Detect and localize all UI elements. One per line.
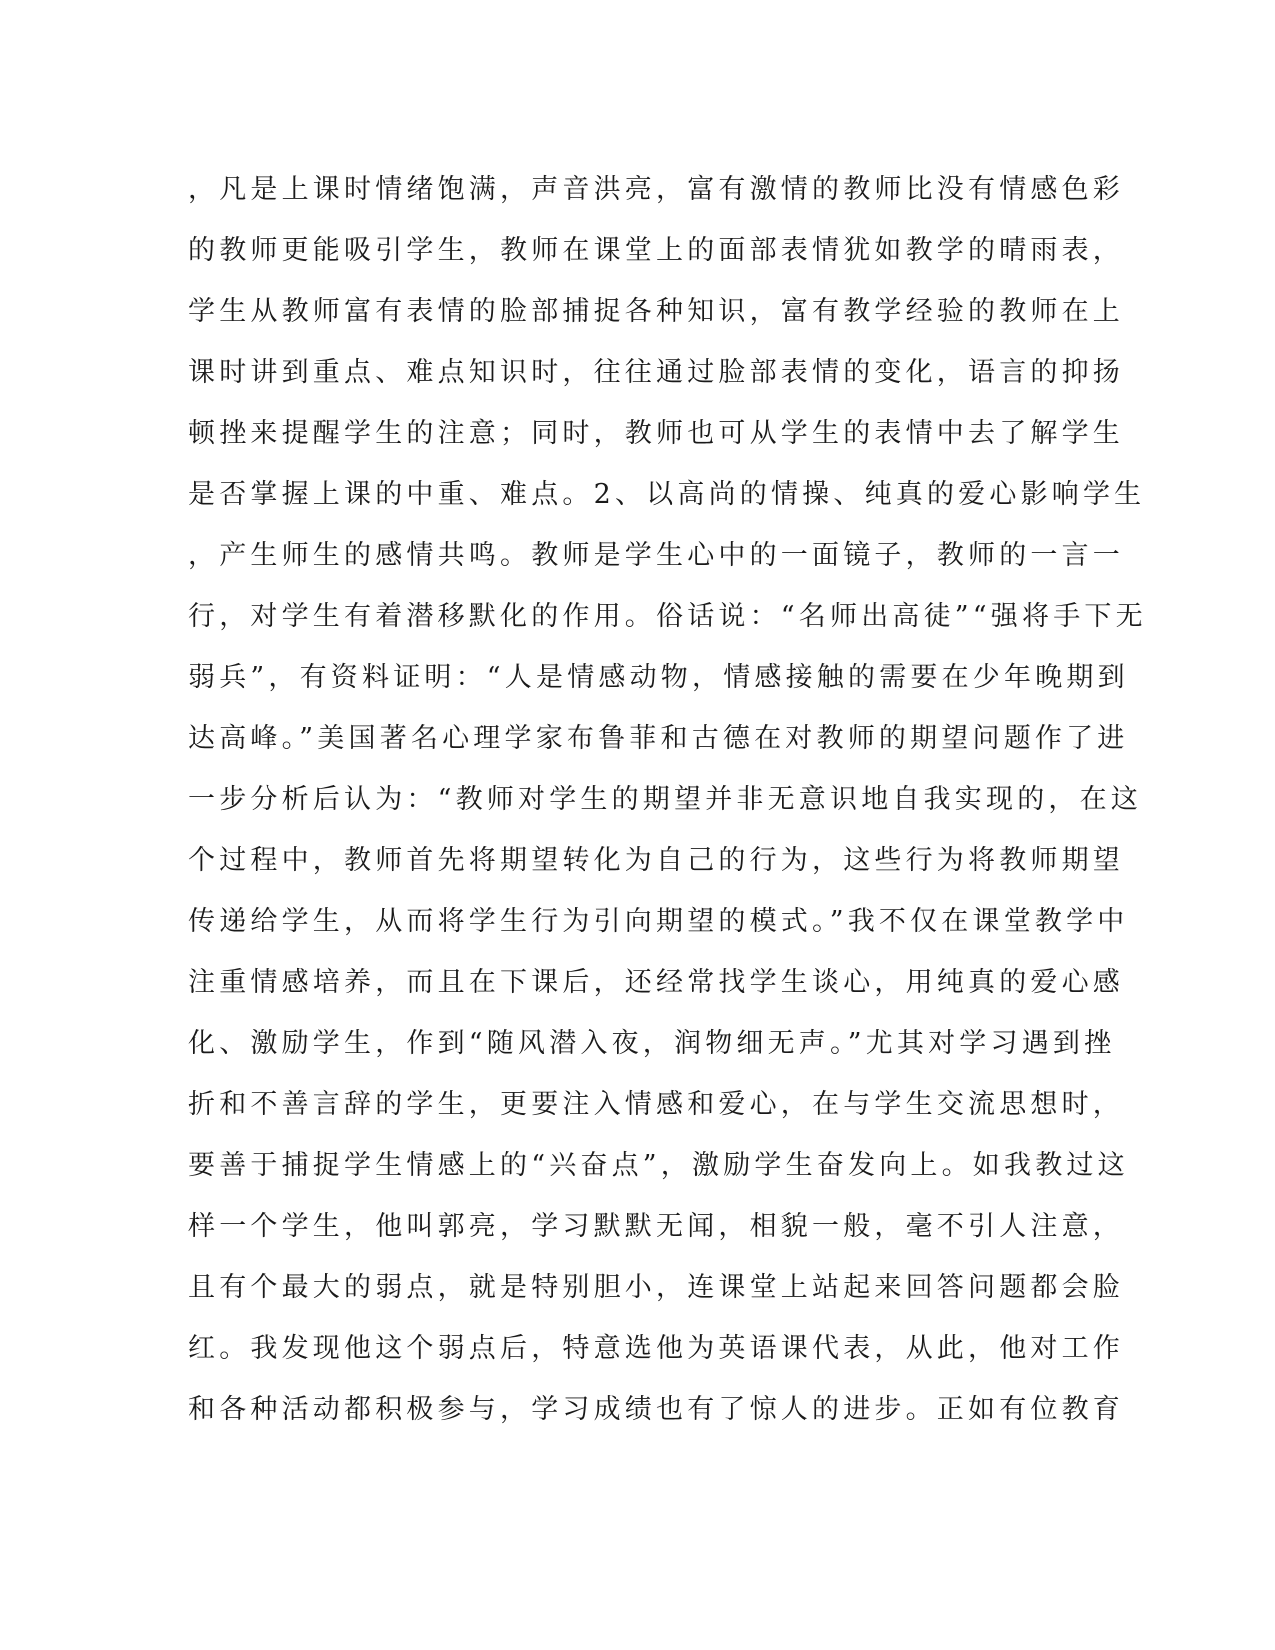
text-line: 要善于捕捉学生情感上的“兴奋点”，激励学生奋发向上。如我教过这 [188,1150,1129,1181]
text-line: 顿挫来提醒学生的注意；同时，教师也可从学生的表情中去了解学生 [188,418,1124,449]
text-line: 个过程中，教师首先将期望转化为自己的行为，这些行为将教师期望 [188,845,1124,876]
text-line: 一步分析后认为：“教师对学生的期望并非无意识地自我实现的，在这 [188,784,1143,815]
text-line: ，产生师生的感情共鸣。教师是学生心中的一面镜子，教师的一言一 [188,540,1124,571]
text-line: 的教师更能吸引学生，教师在课堂上的面部表情犹如教学的晴雨表， [188,235,1124,266]
text-line: 化、激励学生，作到“随风潜入夜，润物细无声。”尤其对学习遇到挫 [188,1028,1116,1059]
text-line: 且有个最大的弱点，就是特别胆小，连课堂上站起来回答问题都会脸 [188,1272,1124,1303]
text-line: 红。我发现他这个弱点后，特意选他为英语课代表，从此，他对工作 [188,1333,1124,1364]
text-line: 注重情感培养，而且在下课后，还经常找学生谈心，用纯真的爱心感 [188,967,1124,998]
text-line: 传递给学生，从而将学生行为引向期望的模式。”我不仅在课堂教学中 [188,906,1129,937]
text-line: 行，对学生有着潜移默化的作用。俗话说：“名师出高徒”“强将手下无 [188,601,1147,632]
text-line: ，凡是上课时情绪饱满，声音洪亮，富有激情的教师比没有情感色彩 [188,174,1124,205]
body-text [188,159,1147,1440]
text-line: 课时讲到重点、难点知识时，往往通过脸部表情的变化，语言的抑扬 [188,357,1124,388]
text-line: 弱兵”，有资料证明：“人是情感动物，情感接触的需要在少年晚期到 [188,662,1129,693]
text-line: 折和不善言辞的学生，更要注入情感和爱心，在与学生交流思想时， [188,1089,1124,1120]
text-line: 达高峰。”美国著名心理学家布鲁菲和古德在对教师的期望问题作了进 [188,723,1129,754]
text-line: 学生从教师富有表情的脸部捕捉各种知识，富有教学经验的教师在上 [188,296,1124,327]
text-line: 是否掌握上课的中重、难点。2、以高尚的情操、纯真的爱心影响学生 [188,479,1146,510]
text-line: 样一个学生，他叫郭亮，学习默默无闻，相貌一般，毫不引人注意， [188,1211,1124,1242]
text-line: 和各种活动都积极参与，学习成绩也有了惊人的进步。正如有位教育 [188,1394,1124,1425]
